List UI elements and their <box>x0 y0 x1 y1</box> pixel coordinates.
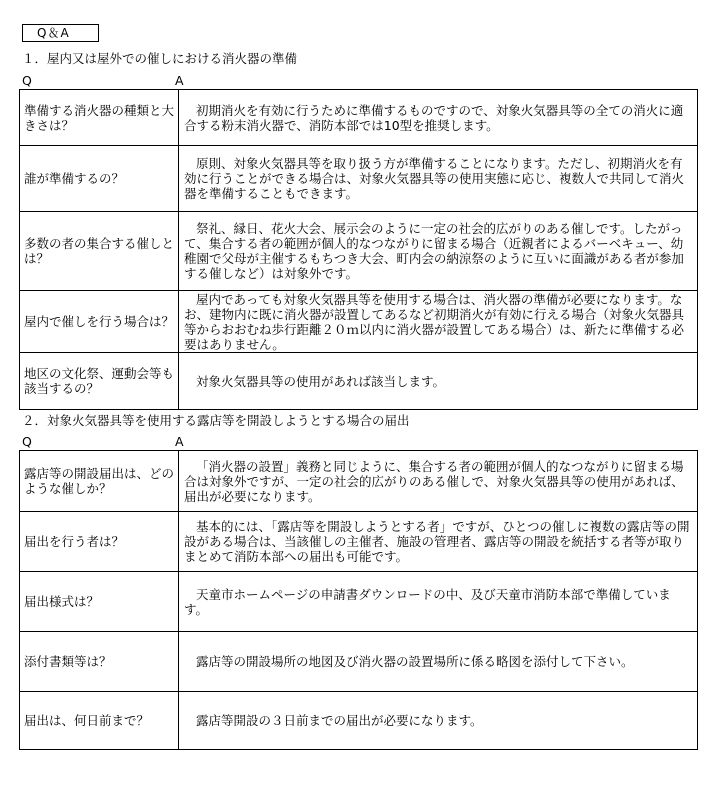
answer-text: 祭礼、縁日、花火大会、展示会のように一定の社会的広がりのある催しです。したがって、集合する者の範囲が個人的なつながりに留まる場合（近親者によるバーベキュー、幼稚園で父母が主催するもちつき大会、町内会の納涼祭のように互いに面識がある者が参加する催しなど）は対象外です。 <box>184 221 684 281</box>
question-cell: 露店等の開設届出は、どのような催しか？ <box>20 451 179 512</box>
a-column-label: A <box>175 434 184 449</box>
question-cell: 多数の者の集合する催しとは？ <box>20 212 179 291</box>
table-row <box>20 90 698 146</box>
answer-cell <box>179 146 698 212</box>
qa-header-label: Q＆A <box>22 24 99 42</box>
answer-text: 露店等の開設場所の地図及び消火器の設置場所に係る略図を添付して下さい。 <box>196 654 634 669</box>
section-2-title: ２．対象火気器具等を使用する露店等を開設しようとする場合の届出 <box>22 413 410 428</box>
answer-cell <box>179 90 698 146</box>
table-row <box>20 291 698 353</box>
answer-cell <box>179 291 698 353</box>
question-cell: 地区の文化祭、運動会等も該当するの？ <box>20 353 179 410</box>
question-cell: 届出様式は？ <box>20 572 179 632</box>
table-row <box>20 572 698 632</box>
table-row <box>20 146 698 212</box>
question-cell: 添付書類等は？ <box>20 632 179 692</box>
table-row <box>20 692 698 750</box>
question-cell: 届出を行う者は？ <box>20 512 179 572</box>
q-column-label: Q <box>22 73 32 88</box>
answer-cell <box>179 212 698 291</box>
answer-cell <box>179 632 698 692</box>
answer-cell <box>179 572 698 632</box>
table-row <box>20 212 698 291</box>
answer-cell <box>179 692 698 750</box>
answer-text: 屋内であっても対象火気器具等を使用する場合は、消火器の準備が必要になります。なお、建物内に既に消火器が設置してあるなど初期消火が有効に行える場合（対象火気器具等からおおむね歩行距離２０ｍ以内に消火器が設置してある場合）は、新たに準備する必要はありません。 <box>184 291 685 352</box>
question-cell: 誰が準備するの？ <box>20 146 179 212</box>
answer-text: 原則、対象火気器具等を取り扱う方が準備することになります。ただし、初期消火を有効に行うことができる場合は、対象火気器具等の使用実態に応じ、複数人で共同して消火器を準備することもできます。 <box>184 156 685 201</box>
answer-cell <box>179 512 698 572</box>
section-1-qa-labels <box>22 73 184 89</box>
section-2-qa-labels <box>22 434 184 450</box>
table-row <box>20 353 698 410</box>
section-1-title: １．屋内又は屋外での催しにおける消火器の準備 <box>22 51 298 66</box>
question-cell: 届出は、何日前まで？ <box>20 692 179 750</box>
answer-text: 「消火器の設置」義務と同じように、集合する者の範囲が個人的なつながりに留まる場合は対象外ですが、一定の社会的広がりのある催しで、対象火気器具等の使用があれば、届出が必要になります。 <box>184 458 684 504</box>
section-2-table <box>19 450 698 750</box>
answer-text: 天童市ホームページの申請書ダウンロードの中、及び天童市消防本部で準備しています。 <box>184 586 671 617</box>
answer-text: 初期消火を有効に行うために準備するものですので、対象火気器具等の全ての消火に適合する粉末消火器で、消防本部では10型を推奨します。 <box>184 102 684 133</box>
answer-text: 基本的には、「露店等を開設しようとする者」ですが、ひとつの催しに複数の露店等の開設がある場合は、当該催しの主催者、施設の管理者、露店等の開設を統括する者等が取りまとめて消防本部への届出も可能です。 <box>184 519 690 564</box>
answer-text: 露店等開設の３日前までの届出が必要になります。 <box>196 713 483 728</box>
question-cell: 屋内で催しを行う場合は？ <box>20 291 179 353</box>
answer-cell <box>179 451 698 512</box>
q-column-label: Q <box>22 434 32 449</box>
a-column-label: A <box>175 73 184 88</box>
table-row <box>20 512 698 572</box>
table-row <box>20 632 698 692</box>
answer-cell <box>179 353 698 410</box>
table-row <box>20 451 698 512</box>
question-cell: 準備する消火器の種類と大きさは？ <box>20 90 179 146</box>
answer-text: 対象火気器具等の使用があれば該当します。 <box>196 373 446 389</box>
section-1-table <box>19 89 698 410</box>
